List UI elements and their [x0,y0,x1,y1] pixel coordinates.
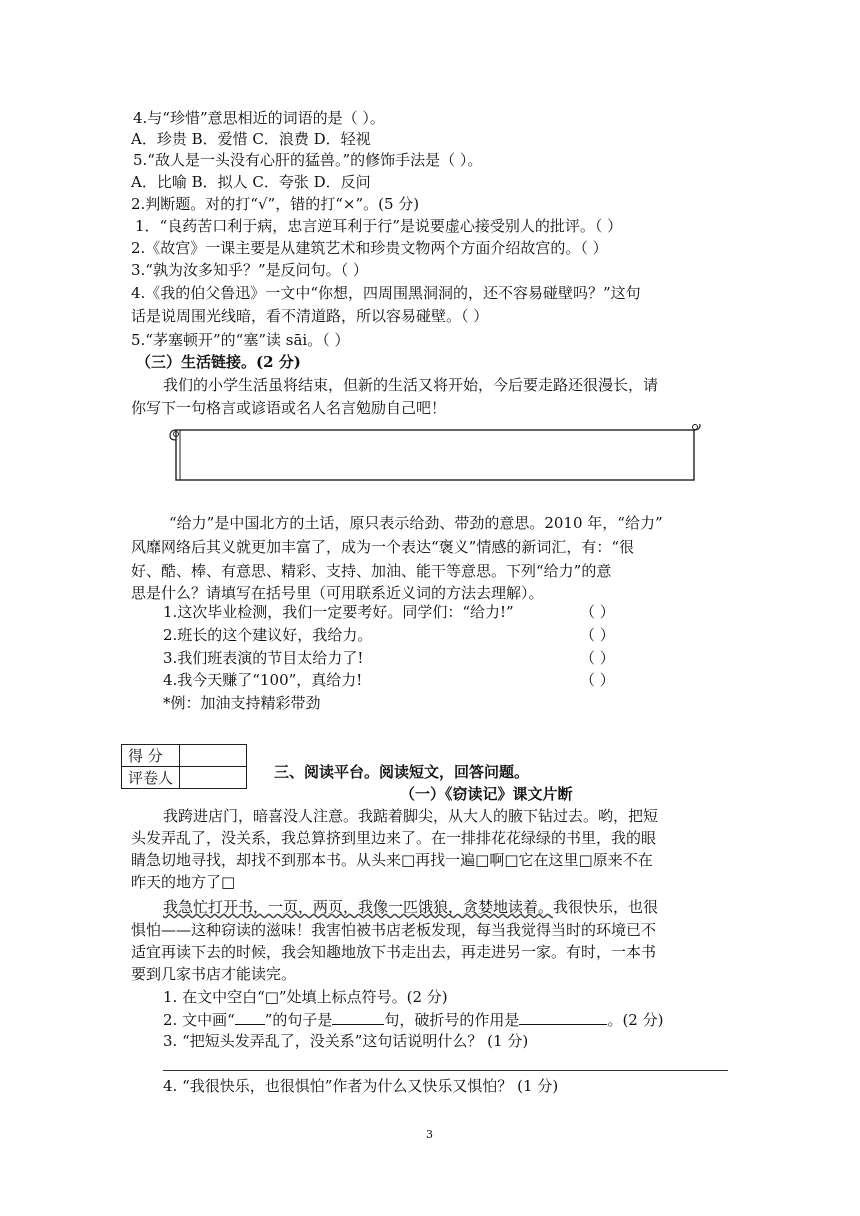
reading-question-1: 1. 在文中空白“□”处填上标点符号。(2 分) [163,988,448,1006]
dash-purpose-blank[interactable] [519,1010,607,1025]
score-cell[interactable] [180,745,247,767]
page-number: 3 [426,1128,433,1141]
q2-part: 句，破折号的作用是 [384,1011,520,1029]
question-5-options: A．比喻 B．拟人 C．夸张 D．反问 [131,173,371,191]
judge-item: 3.“孰为汝多知乎？”是反问句。（ ） [131,261,368,279]
score-table [121,744,247,789]
score-label: 得 分 [122,745,180,767]
question-4: 4.与“珍惜”意思相近的词语的是（ ）。 [133,109,385,127]
reading-paragraph: 要到几家书店才能读完。 [131,965,297,983]
reading-heading: 三、阅读平台。阅读短文，回答问题。 [274,763,530,781]
grader-cell[interactable] [180,767,247,789]
reading-paragraph: 头发弄乱了，没关系，我总算挤到里边来了。在一排排花花绿绿的书里，我的眼 [131,829,657,847]
q2-part: 2. 文中画“ [163,1011,235,1029]
geili-paragraph: 风靡网络后其义就更加丰富了，成为一个表达“褒义”情感的新词汇，有：“很 [131,538,635,556]
geili-paragraph: 好、酷、棒、有意思、精彩、支持、加油、能干等意思。下列“给力”的意 [131,562,612,580]
reading-paragraph: 昨天的地方了□ [131,873,236,891]
reading-paragraph [163,897,658,917]
reading-question-2 [163,1010,663,1030]
q2-part: 。(2 分) [607,1011,664,1029]
geili-example: *例：加油支持精彩带劲 [163,694,321,712]
judge-item: 4.《我的伯父鲁迅》一文中“你想，四周围黑洞洞的，还不容易碰壁吗？”这句 [131,284,641,302]
geili-answer-paren[interactable]: （ ） [580,649,615,667]
reading-paragraph: 适宜再读下去的时候，我会知趣地放下书走出去，再走进另一家。有时，一本书 [131,943,657,961]
sentence-continuation: 我很快乐，也很 [553,898,659,916]
reading-question-3: 3. “把短头发弄乱了，没关系”这句话说明什么？ (1 分) [163,1032,529,1050]
geili-item: 3.我们班表演的节目太给力了! [163,649,364,667]
underlined-sentence: 我急忙打开书，一页，两页，我像一匹饿狼，贪婪地读着。 [163,898,554,916]
question-4-options: A．珍贵 B．爱惜 C．浪费 D．轻视 [131,130,371,148]
geili-paragraph: 思是什么？请填写在括号里（可用联系近义词的方法去理解）。 [131,584,544,602]
life-paragraph: 你写下一句格言或谚语或名人名言勉励自己吧！ [131,399,447,417]
reading-paragraph: 惧怕——这种窃读的滋味！我害怕被书店老板发现，每当我觉得当时的环境已不 [131,921,657,939]
underline-sample [235,1010,265,1025]
sentence-type-blank[interactable] [332,1010,384,1025]
grader-label: 评卷人 [122,767,180,789]
q2-part: ”的句子是 [264,1011,333,1029]
judge-item: 5.“茅塞顿开”的“塞”读 sāi。（ ） [131,331,350,349]
judge-item-continued: 话是说周围光线暗，看不清道路，所以容易碰壁。（ ） [131,307,489,325]
judge-item: 1．“良药苦口利于病，忠言逆耳利于行”是说要虚心接受别人的批评。（ ） [135,217,623,235]
reading-subheading: （一）《窃读记》课文片断 [400,785,573,803]
question-5: 5.“敌人是一头没有心肝的猛兽。”的修饰手法是（ ）。 [133,151,483,169]
reading-paragraph: 睛急切地寻找，却找不到那本书。从头来□再找一遍□啊□它在这里□原来不在 [131,851,653,869]
geili-answer-paren[interactable]: （ ） [580,626,615,644]
scroll-answer-box[interactable] [168,424,702,484]
reading-paragraph: 我跨进店门，暗喜没人注意。我踮着脚尖，从大人的腋下钻过去。哟，把短 [163,807,659,825]
reading-question-4: 4. “我很快乐，也很惧怕”作者为什么又快乐又惧怕？ (1 分) [163,1077,559,1095]
judge-heading: 2.判断题。对的打“√”，错的打“×”。(5 分) [131,195,420,213]
judge-item: 2.《故宫》一课主要是从建筑艺术和珍贵文物两个方面介绍故宫的。（ ） [131,239,608,257]
life-paragraph: 我们的小学生活虽将结束，但新的生活又将开始，今后要走路还很漫长，请 [163,376,659,394]
life-heading: （三）生活链接。(2 分) [136,353,301,371]
geili-answer-paren[interactable]: （ ） [580,603,615,621]
geili-item: 4.我今天赚了“100”，真给力! [163,671,363,689]
geili-item: 2.班长的这个建议好，我给力。 [163,626,373,644]
geili-answer-paren[interactable]: （ ） [580,671,615,689]
geili-item: 1.这次毕业检测，我们一定要考好。同学们：“给力!” [163,603,514,621]
geili-paragraph: “给力”是中国北方的土话，原只表示给劲、带劲的意思。2010 年，“给力” [169,514,663,532]
answer-line[interactable] [163,1070,728,1071]
